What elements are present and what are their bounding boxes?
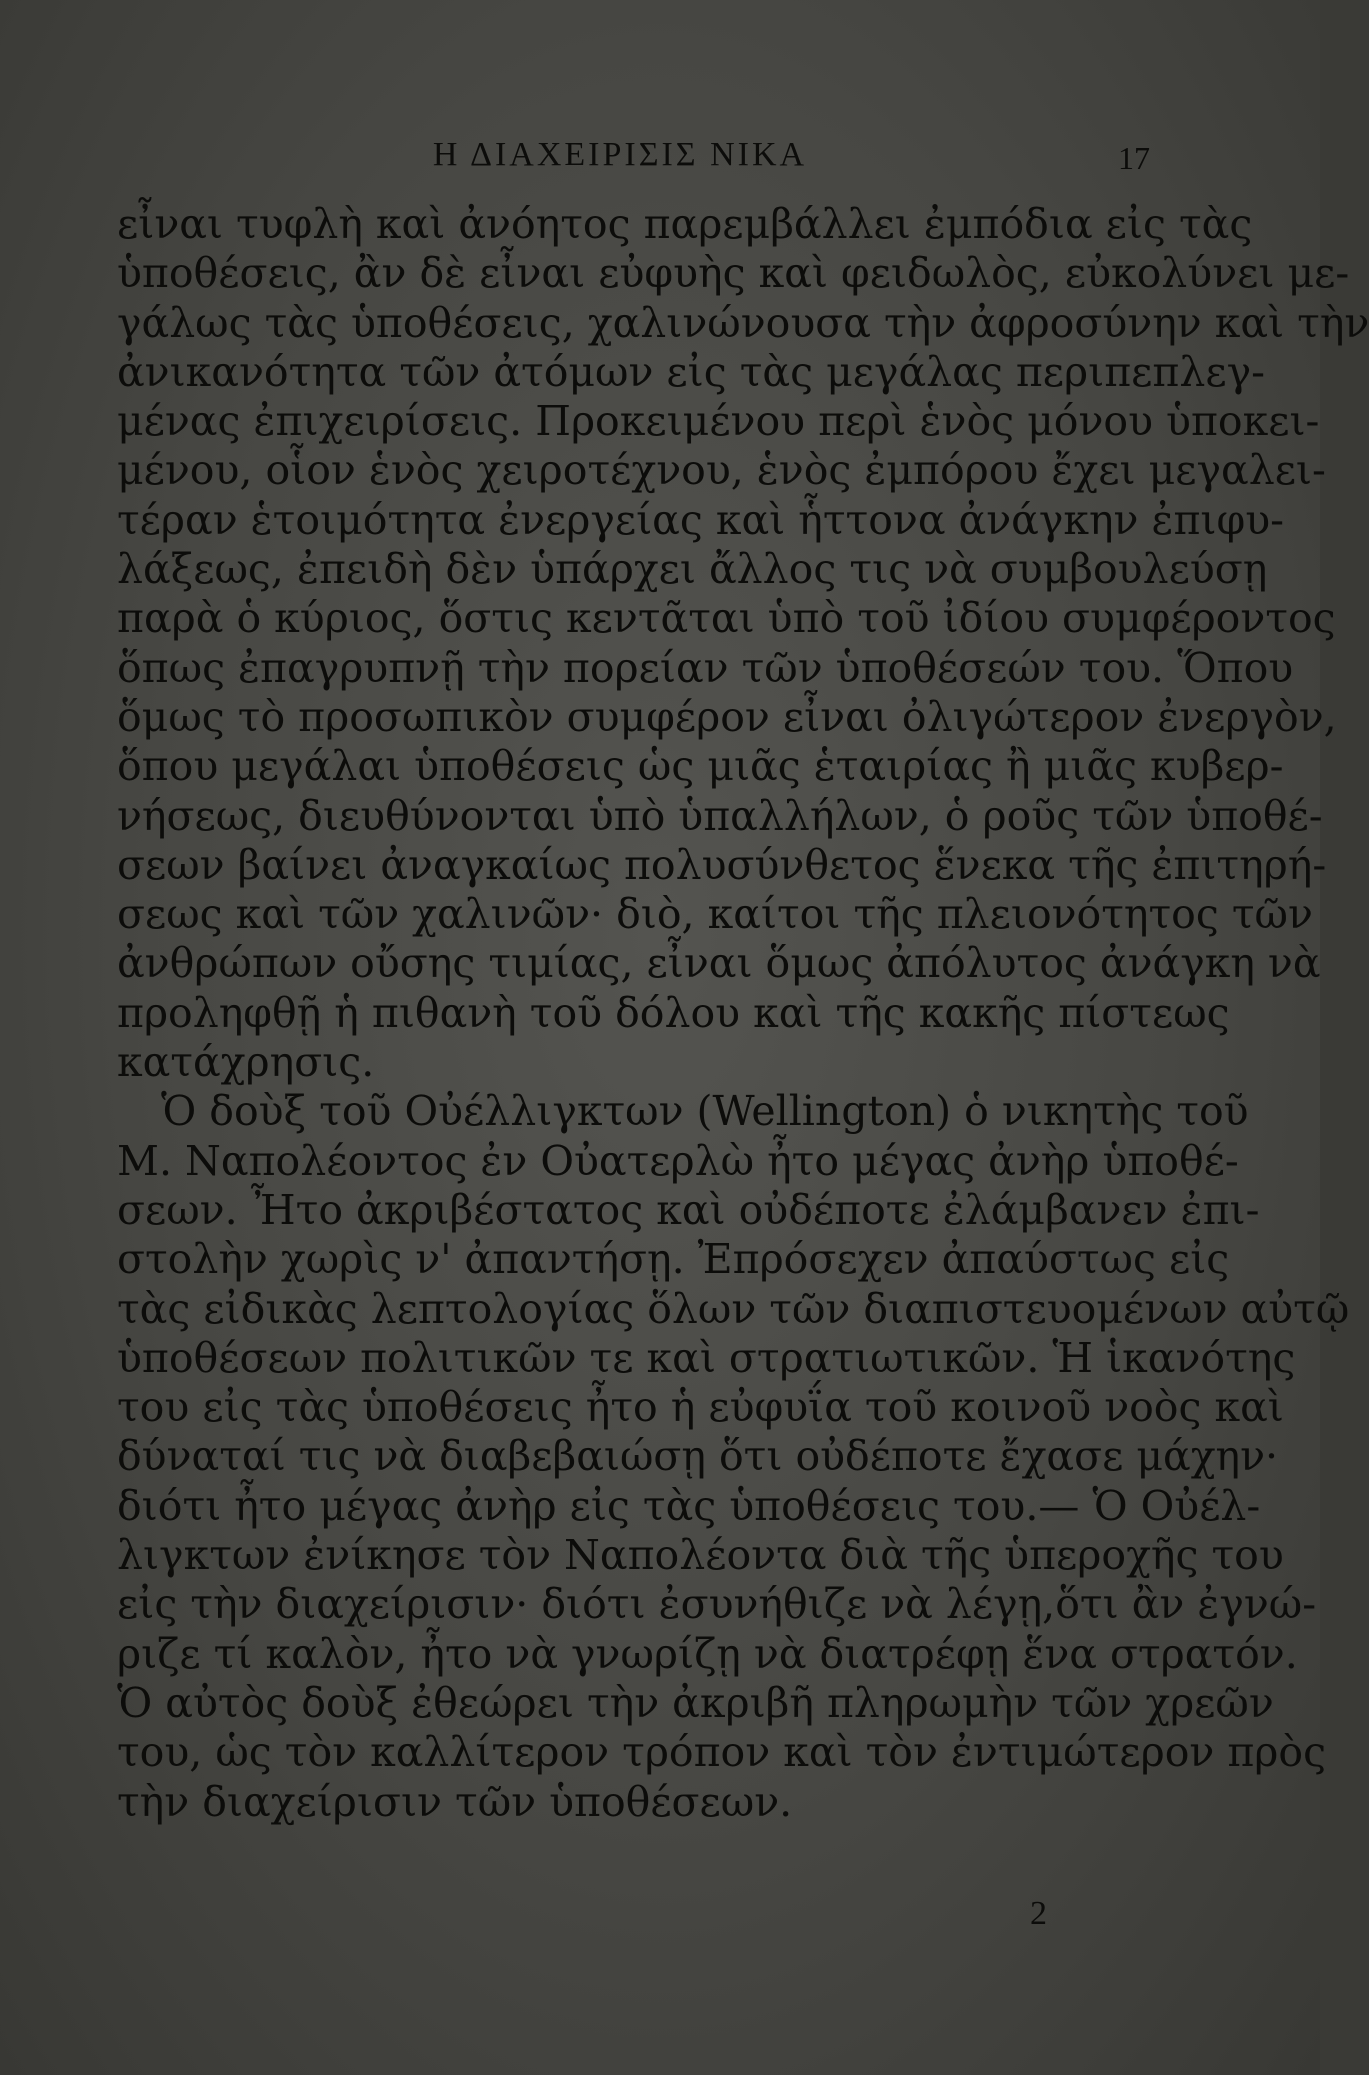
text-line: λιγκτων ἐνίκησε τὸν Ναπολέοντα διὰ τῆς ὑπεροχῆς του: [117, 1531, 1284, 1580]
text-line: ἀνθρώπων οὔσης τιμίας, εἶναι ὅμως ἀπόλυτος ἀνάγκη νὰ: [117, 939, 1321, 988]
text-line: σεων. Ἦτο ἀκριβέστατος καὶ οὐδέποτε ἐλάμβανεν ἐπι-: [117, 1185, 1260, 1234]
text-line: τὰς εἰδικὰς λεπτολογίας ὅλων τῶν διαπιστευομένων αὐτῷ: [117, 1284, 1350, 1333]
text-line: ὑποθέσεων πολιτικῶν τε καὶ στρατιωτικῶν. Ἡ ἱκανότης: [117, 1333, 1296, 1382]
text-line: του εἰς τὰς ὑποθέσεις ἦτο ἡ εὐφυΐα τοῦ κοινοῦ νοὸς καὶ: [117, 1383, 1284, 1432]
text-line: διότι ἦτο μέγας ἀνὴρ εἰς τὰς ὑποθέσεις του.— Ὁ Οὐέλ-: [117, 1481, 1261, 1530]
text-line: ὅπως ἐπαγρυπνῇ τὴν πορείαν τῶν ὑποθέσεών του. Ὅπου: [117, 643, 1294, 692]
text-line: μένας ἐπιχειρίσεις. Προκειμένου περὶ ἑνὸς μόνου ὑποκει-: [117, 397, 1320, 446]
text-line: Ὁ αὐτὸς δοὺξ ἐθεώρει τὴν ἀκριβῆ πληρωμὴν τῶν χρεῶν: [117, 1678, 1274, 1727]
text-line: του, ὡς τὸν καλλίτερον τρόπον καὶ τὸν ἐντιμώτερον πρὸς: [117, 1728, 1327, 1777]
text-line: εἶναι τυφλὴ καὶ ἀνόητος παρεμβάλλει ἐμπόδια εἰς τὰς: [117, 200, 1253, 248]
text-line: ὅπου μεγάλαι ὑποθέσεις ὡς μιᾶς ἑταιρίας ἢ μιᾶς κυβερ-: [117, 742, 1284, 791]
text-line: σεων βαίνει ἀναγκαίως πολυσύνθετος ἕνεκα τῆς ἐπιτηρή-: [117, 840, 1327, 889]
page-header: [100, 136, 1150, 186]
page-number: 17: [1118, 140, 1150, 176]
text-line: ὑποθέσεις, ἂν δὲ εἶναι εὐφυὴς καὶ φειδωλὸς, εὐκολύνει με-: [117, 249, 1350, 298]
text-line: κατάχρησις.: [117, 1038, 375, 1087]
text-line: Ὁ δοὺξ τοῦ Οὐέλλιγκτων (Wellington) ὁ νικητὴς τοῦ: [161, 1087, 1249, 1136]
text-line: Μ. Ναπολέοντος ἐν Οὐατερλὼ ἦτο μέγας ἀνὴρ ὑποθέ-: [117, 1136, 1239, 1185]
text-line: γάλως τὰς ὑποθέσεις, χαλινώνουσα τὴν ἀφροσύνην καὶ τὴν: [117, 298, 1369, 347]
text-line: στολὴν χωρὶς ν' ἀπαντήσῃ. Ἐπρόσεχεν ἀπαύστως εἰς: [117, 1235, 1230, 1284]
text-line: παρὰ ὁ κύριος, ὅστις κεντᾶται ὑπὸ τοῦ ἰδίου συμφέροντος: [117, 594, 1336, 643]
text-line: λάξεως, ἐπειδὴ δὲν ὑπάρχει ἄλλος τις νὰ συμβουλεύσῃ: [117, 545, 1268, 594]
text-line: προληφθῇ ἡ πιθανὴ τοῦ δόλου καὶ τῆς κακῆς πίστεως: [117, 988, 1230, 1037]
text-line: σεως καὶ τῶν χαλινῶν· διὸ, καίτοι τῆς πλειονότητος τῶν: [117, 890, 1313, 939]
text-line: εἰς τὴν διαχείρισιν· διότι ἐσυνήθιζε νὰ λέγῃ,ὅτι ἂν ἐγνώ-: [117, 1580, 1317, 1629]
text-line: ριζε τί καλὸν, ἦτο νὰ γνωρίζῃ νὰ διατρέφῃ ἕνα στρατόν.: [117, 1629, 1298, 1678]
text-line: νήσεως, διευθύνονται ὑπὸ ὑπαλλήλων, ὁ ροῦς τῶν ὑποθέ-: [117, 791, 1323, 840]
text-line: τέραν ἑτοιμότητα ἐνεργείας καὶ ἧττονα ἀνάγκην ἐπιφυ-: [117, 495, 1284, 544]
text-line: δύναταί τις νὰ διαβεβαιώσῃ ὅτι οὐδέποτε ἔχασε μάχην·: [117, 1432, 1279, 1481]
running-title: Η ΔΙΑΧΕΙΡΙΣΙΣ ΝΙΚΑ: [432, 136, 808, 173]
body-text: [117, 200, 1369, 1827]
text-line: τὴν διαχείρισιν τῶν ὑποθέσεων.: [117, 1777, 793, 1826]
text-line: ὅμως τὸ προσωπικὸν συμφέρον εἶναι ὀλιγώτερον ἐνεργὸν,: [117, 692, 1337, 741]
signature-mark: 2: [1030, 1895, 1047, 1932]
text-line: μένου, οἷον ἑνὸς χειροτέχνου, ἑνὸς ἐμπόρου ἔχει μεγαλει-: [117, 446, 1326, 495]
text-line: ἀνικανότητα τῶν ἀτόμων εἰς τὰς μεγάλας περιπεπλεγ-: [117, 347, 1265, 396]
